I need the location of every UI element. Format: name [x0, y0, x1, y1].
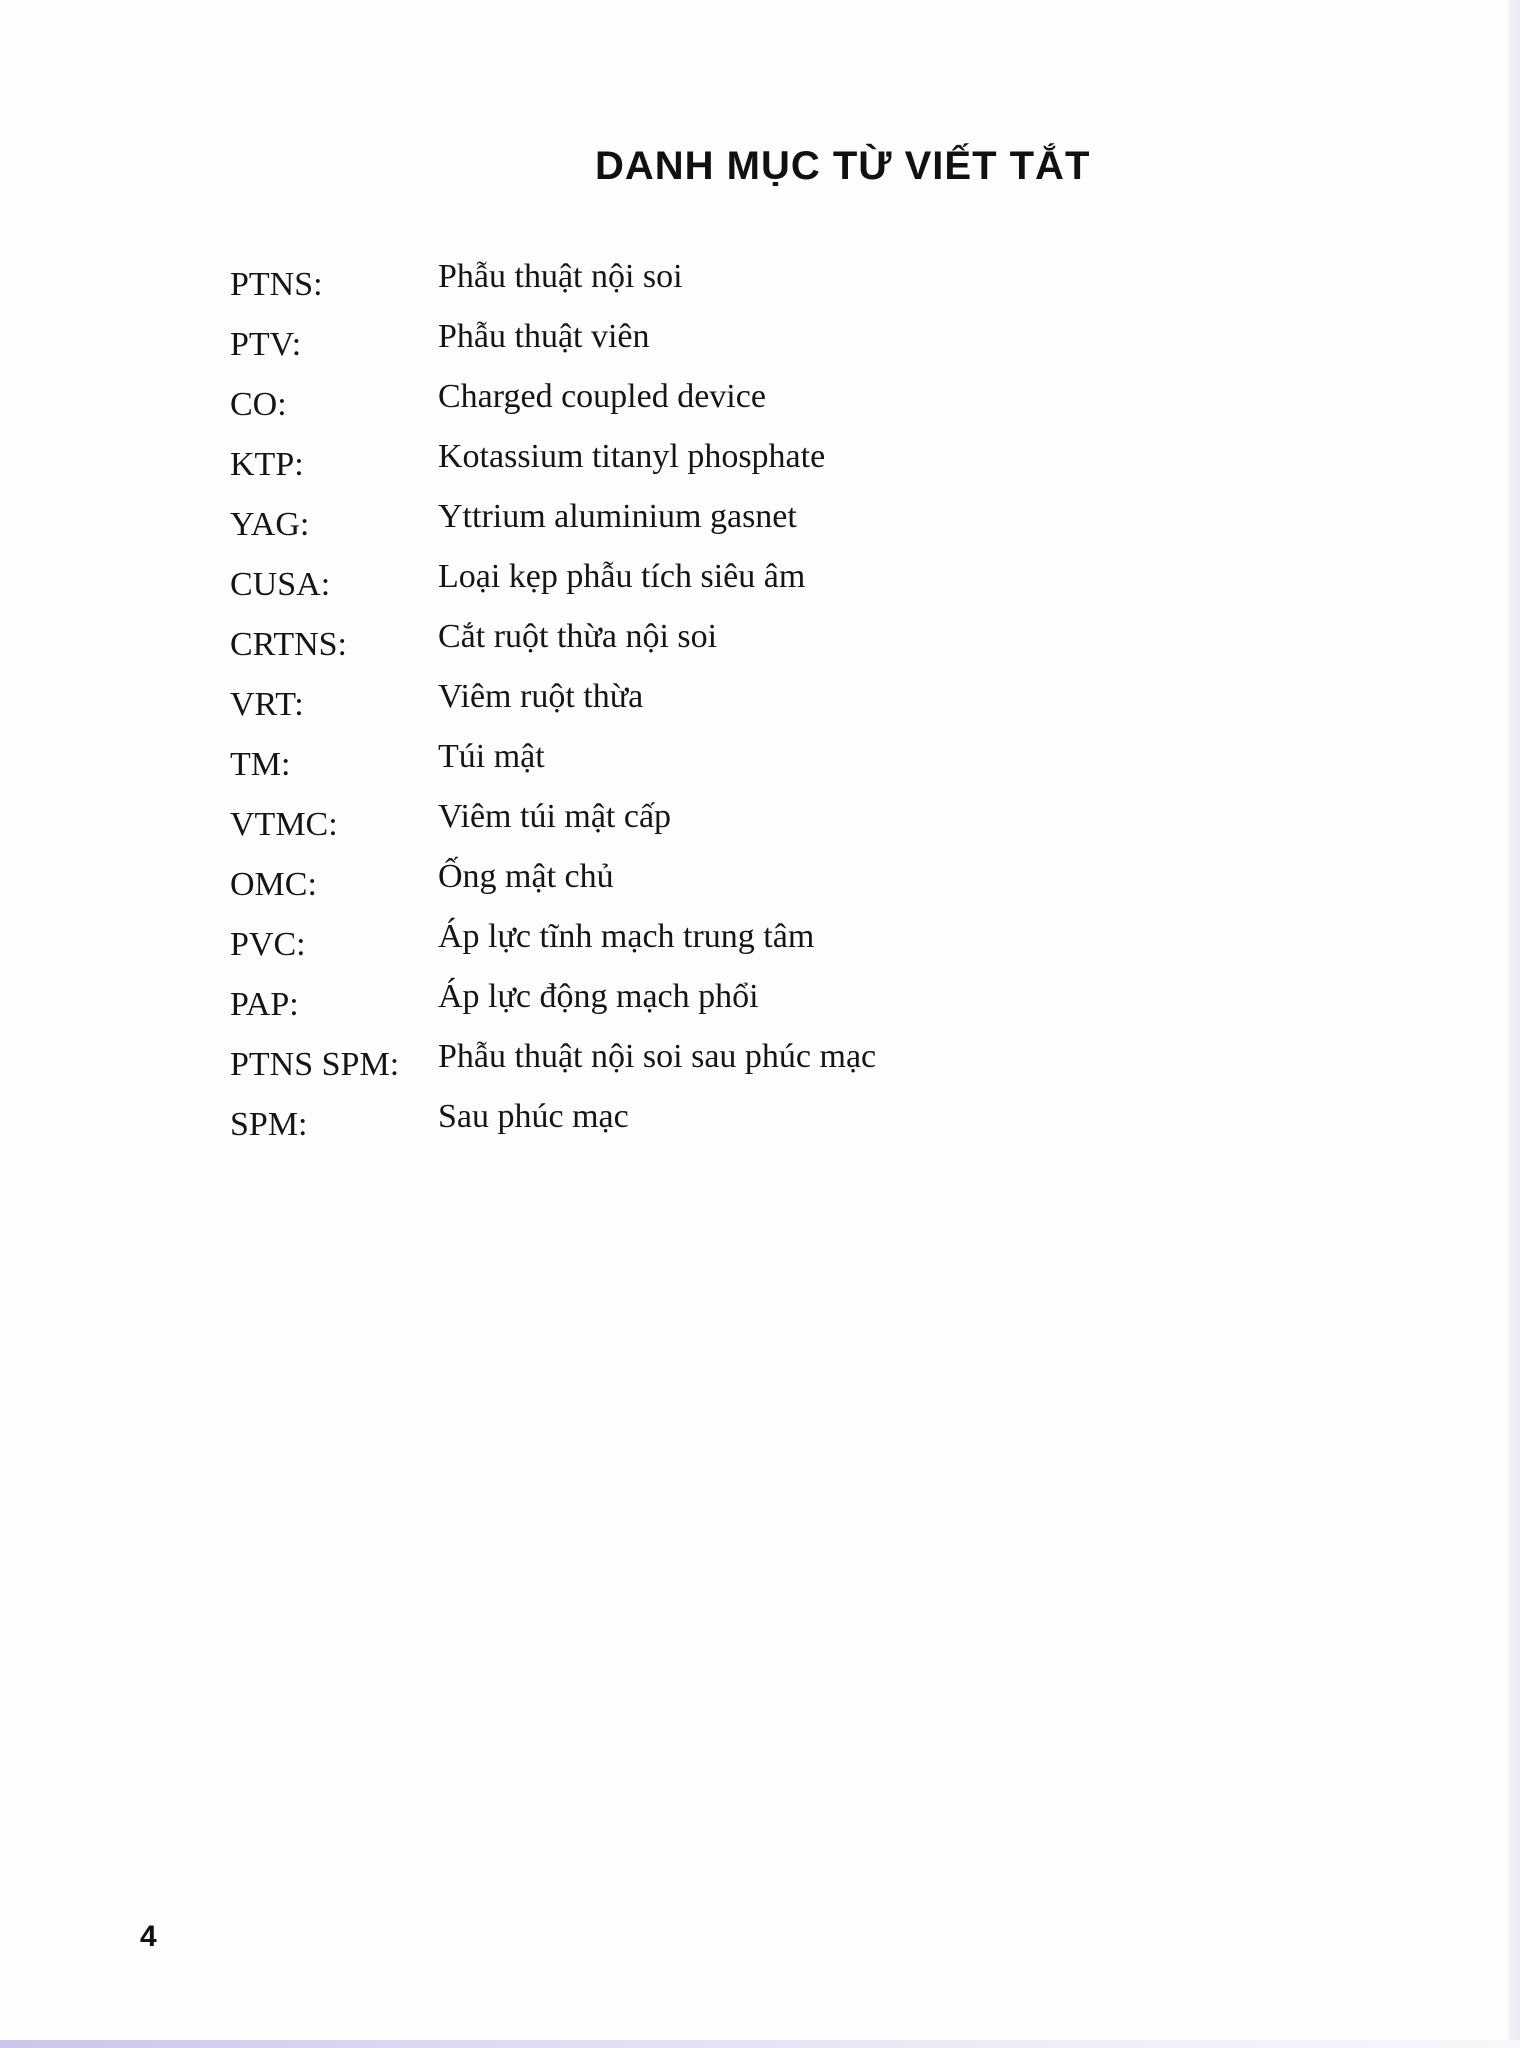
scan-bottom-edge: [0, 2040, 1520, 2048]
abbreviation-term: OMC:: [230, 866, 317, 903]
abbreviation-definition: Túi mật: [438, 738, 545, 775]
abbreviation-term: SPM:: [230, 1106, 308, 1143]
page-number: 4: [140, 1920, 157, 1953]
abbreviation-term: PTNS:: [230, 266, 323, 303]
abbreviation-definition: Charged coupled device: [438, 378, 766, 415]
abbreviation-definition: Yttrium aluminium gasnet: [438, 498, 797, 535]
abbreviation-definition: Áp lực tĩnh mạch trung tâm: [438, 918, 815, 955]
abbreviation-term: CO:: [230, 386, 287, 423]
abbreviation-term: TM:: [230, 746, 291, 783]
abbreviation-definition: Cắt ruột thừa nội soi: [438, 618, 718, 655]
abbreviation-term: PTV:: [230, 326, 302, 363]
abbreviation-definition: Phẫu thuật viên: [438, 318, 650, 355]
abbreviation-term: PTNS SPM:: [230, 1046, 400, 1083]
abbreviation-term: VRT:: [230, 686, 304, 723]
abbreviation-term: PVC:: [230, 926, 306, 963]
abbreviation-definition: Viêm túi mật cấp: [438, 798, 672, 835]
abbreviation-definition: Viêm ruột thừa: [438, 678, 644, 715]
abbreviation-definition: Áp lực động mạch phổi: [438, 978, 759, 1015]
abbreviation-term: KTP:: [230, 446, 304, 483]
page-title: DANH MỤC TỪ VIẾT TẮT: [595, 144, 1091, 188]
abbreviation-term: PAP:: [230, 986, 299, 1023]
abbreviation-definition: Sau phúc mạc: [438, 1098, 629, 1135]
abbreviation-definition: Loại kẹp phẫu tích siêu âm: [438, 558, 806, 595]
abbreviation-term: YAG:: [230, 506, 310, 543]
abbreviation-term: CUSA:: [230, 566, 331, 603]
abbreviation-definition: Phẫu thuật nội soi: [438, 258, 683, 295]
scan-edge-shadow: [1508, 0, 1520, 2048]
abbreviation-definition: Kotassium titanyl phosphate: [438, 438, 826, 475]
abbreviation-definition: Phẫu thuật nội soi sau phúc mạc: [438, 1038, 877, 1075]
abbreviation-term: VTMC:: [230, 806, 338, 843]
abbreviation-definition: Ống mật chủ: [438, 858, 614, 895]
abbreviation-term: CRTNS:: [230, 626, 347, 663]
